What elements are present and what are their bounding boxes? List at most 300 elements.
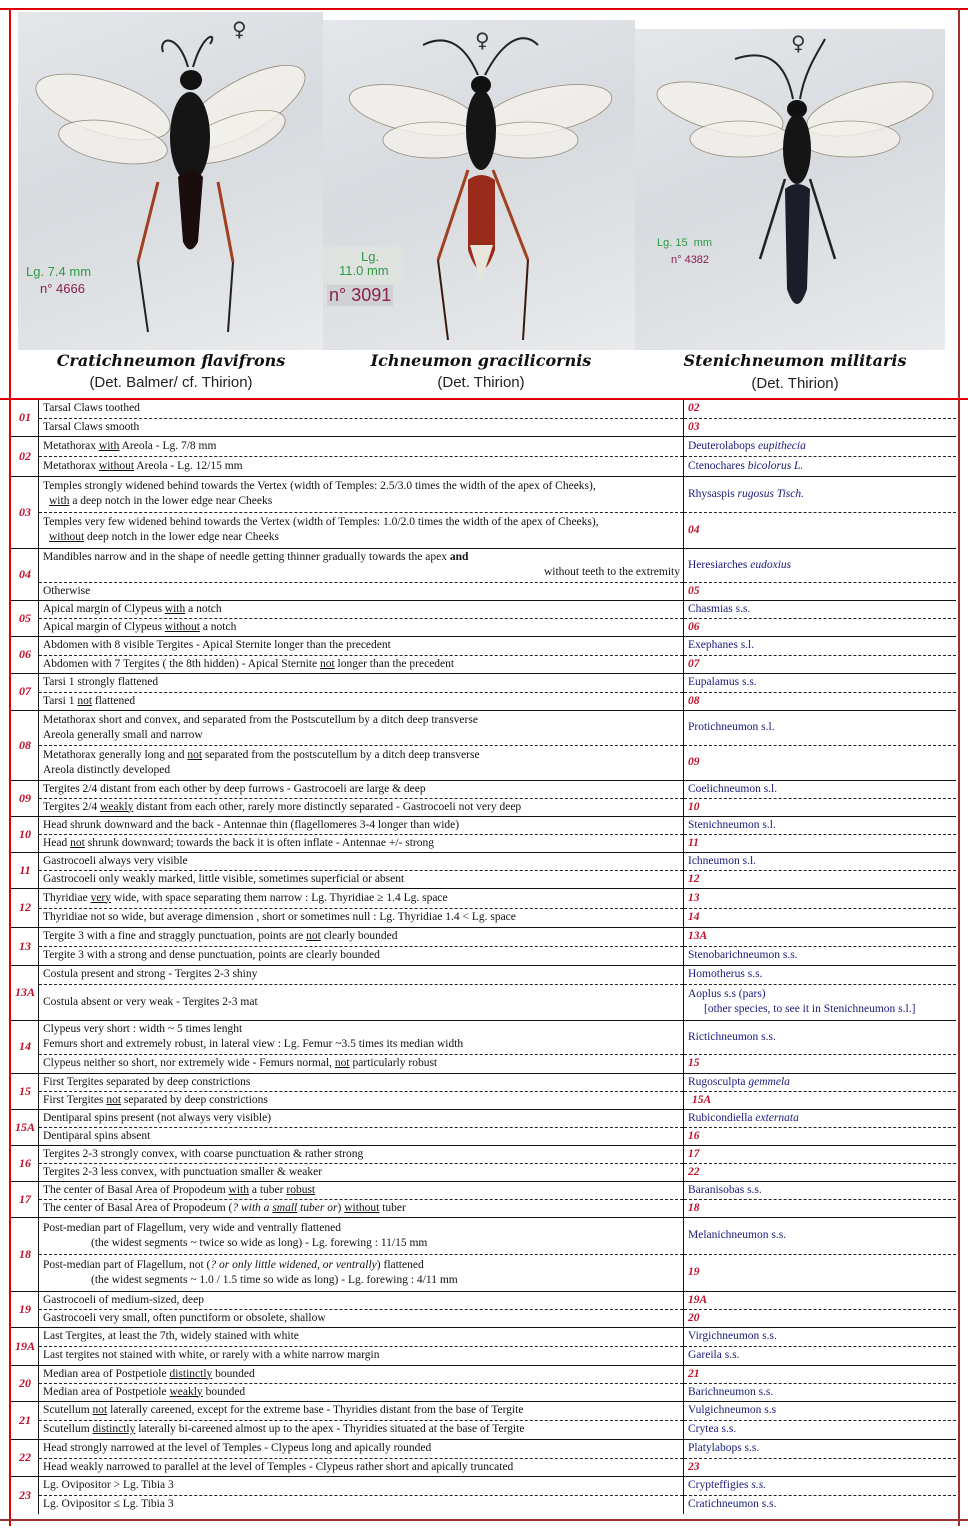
couplet-description	[39, 436, 684, 456]
description-text: Metathorax short and convex, and separated from the Postscutellum by a ditch deep transverse	[43, 713, 478, 726]
taxon-epithet: eupithecia	[757, 439, 806, 452]
couplet-description	[39, 655, 684, 673]
goto-couplet-link[interactable]	[684, 1291, 957, 1309]
result-taxon	[684, 1109, 957, 1127]
description-text: Tergites 2-3 strongly convex, with coarse punctuation & rather strong	[43, 1147, 364, 1160]
taxon-note: [other species, to see it in Stenichneumon s.l.]	[704, 1003, 916, 1015]
key-row	[11, 1109, 956, 1127]
goto-number: 07	[688, 657, 700, 670]
couplet-description	[39, 618, 684, 636]
key-row	[11, 400, 956, 418]
couplet-description	[39, 1383, 684, 1401]
taxon-name: Heresiarches	[688, 558, 748, 571]
taxon-name: Exephanes s.l.	[688, 639, 755, 651]
description-text: Clypeus very short : width ~ 5 times lenght	[43, 1023, 243, 1035]
description-text: Median area of Postpetiole	[43, 1367, 170, 1380]
goto-couplet-link[interactable]	[684, 1054, 957, 1073]
goto-number: 13	[688, 891, 700, 904]
description-text: laterally careened, except for the extreme base - Thyridies distant from the base of Tergite	[107, 1404, 524, 1416]
result-taxon	[684, 1346, 957, 1365]
description-text: Tergites 2-3 less convex, with punctuation smaller & weaker	[43, 1165, 323, 1178]
goto-couplet-link[interactable]	[684, 1091, 957, 1109]
description-emphasis: without	[98, 459, 135, 472]
couplet-description	[39, 1309, 684, 1327]
description-text: Temples very few widened behind towards the Vertex (width of Temples: 1.0/2.0 times the width of the apex of Cheeks),	[43, 516, 599, 528]
couplet-description	[39, 692, 684, 710]
goto-number: 06	[688, 620, 700, 633]
couplet-number: 19	[11, 1291, 39, 1327]
couplet-description	[39, 908, 684, 927]
result-taxon	[684, 1020, 957, 1054]
key-row	[11, 927, 956, 946]
key-row	[11, 1020, 956, 1054]
taxon-epithet: s.s.	[751, 1479, 767, 1491]
goto-couplet-link[interactable]	[684, 870, 957, 888]
goto-number: 02	[688, 402, 700, 415]
description-text: longer than the precedent	[334, 657, 455, 670]
result-taxon	[684, 1217, 957, 1254]
couplet-number: 22	[11, 1439, 39, 1476]
goto-number: 11	[688, 836, 699, 849]
taxon-name: Crytea s.s.	[688, 1423, 737, 1435]
description-emphasis: distinctly	[169, 1367, 213, 1380]
goto-couplet-link[interactable]	[684, 1127, 957, 1145]
goto-number: 03	[688, 420, 700, 433]
couplet-description	[39, 1254, 684, 1291]
couplet-number: 15	[11, 1073, 39, 1109]
couplet-number: 16	[11, 1145, 39, 1181]
specimen-length-label: Lg.	[361, 249, 380, 264]
key-row	[11, 1217, 956, 1254]
description-emphasis: weakly	[100, 800, 134, 813]
result-taxon	[684, 780, 957, 798]
key-row	[11, 418, 956, 436]
taxon-name: Chasmias s.s.	[688, 602, 751, 615]
couplet-description	[39, 1420, 684, 1439]
goto-number: 09	[688, 756, 700, 768]
couplet-description	[39, 1127, 684, 1145]
result-taxon	[684, 600, 957, 618]
couplet-description	[39, 710, 684, 745]
result-taxon	[684, 1073, 957, 1091]
key-row	[11, 600, 956, 618]
description-text: The center of Basal Area of Propodeum	[43, 1183, 229, 1196]
taxon-name: Aoplus s.s (pars)	[688, 988, 766, 1000]
couplet-description	[39, 1054, 684, 1073]
couplet-number: 02	[11, 436, 39, 476]
couplet-description	[39, 1439, 684, 1458]
couplet-description	[39, 1181, 684, 1199]
goto-number: 23	[688, 1460, 700, 1473]
determiner-1: (Det. Balmer/ cf. Thirion)	[89, 374, 253, 391]
couplet-description	[39, 1365, 684, 1383]
goto-couplet-link[interactable]	[684, 888, 957, 908]
key-row	[11, 1383, 956, 1401]
couplet-number: 13A	[11, 965, 39, 1020]
couplet-number: 08	[11, 710, 39, 780]
description-emphasis: with	[228, 1183, 249, 1196]
description-text: Tarsal Claws smooth	[43, 420, 140, 433]
description-emphasis: not	[187, 748, 203, 761]
couplet-description	[39, 946, 684, 965]
goto-couplet-link[interactable]	[684, 418, 957, 436]
couplet-description	[39, 1346, 684, 1365]
key-row	[11, 852, 956, 870]
goto-couplet-link[interactable]	[684, 1145, 957, 1163]
description-text: a tuber	[249, 1183, 287, 1196]
description-emphasis: not	[70, 836, 85, 849]
couplet-number: 17	[11, 1181, 39, 1217]
taxon-name: Stenobarichneumon s.s.	[688, 949, 798, 961]
result-taxon	[684, 1401, 957, 1420]
key-row	[11, 946, 956, 965]
goto-couplet-link[interactable]	[684, 745, 957, 780]
key-row	[11, 1476, 956, 1495]
specimen-length: Lg. 7.4 mm	[26, 264, 92, 279]
couplet-description	[39, 1073, 684, 1091]
description-text: The center of Basal Area of Propodeum (	[43, 1201, 233, 1214]
description-bold: and	[449, 551, 469, 563]
description-text: Costula present and strong - Tergites 2-3 shiny	[43, 968, 258, 980]
couplet-number: 21	[11, 1401, 39, 1439]
description-text: Last tergites not stained with white, or rarely with a white narrow margin	[43, 1349, 380, 1361]
description-text: laterally bi-careened almost up to the apex - Thyridies situated at the base of Tergite	[135, 1423, 525, 1435]
couplet-description	[39, 888, 684, 908]
result-taxon	[684, 1420, 957, 1439]
goto-couplet-link[interactable]	[684, 1458, 957, 1476]
goto-couplet-link[interactable]	[684, 582, 957, 600]
description-text: bounded	[202, 1385, 246, 1398]
key-row	[11, 834, 956, 852]
description-text: deep notch in the lower edge near Cheeks	[84, 531, 279, 543]
goto-number: 17	[688, 1147, 700, 1160]
description-text: First Tergites separated by deep constrictions	[43, 1075, 251, 1088]
description-emphasis: distinctly	[92, 1423, 136, 1435]
description-line-2	[43, 1037, 680, 1052]
couplet-description	[39, 600, 684, 618]
taxon-name: Stenichneumon s.l.	[688, 818, 776, 831]
description-text: Metathorax	[43, 459, 99, 472]
key-row	[11, 908, 956, 927]
taxon-name: Deuterolabops	[688, 439, 756, 452]
taxon-name: Rugosculpta	[688, 1075, 746, 1088]
taxon-name: Homotherus s.s.	[688, 968, 763, 980]
couplet-description	[39, 984, 684, 1020]
description-text: Otherwise	[43, 584, 91, 597]
couplet-description	[39, 636, 684, 655]
key-row	[11, 618, 956, 636]
key-row	[11, 655, 956, 673]
couplet-number: 11	[11, 852, 39, 888]
taxon-name: Barichneumon s.s.	[688, 1385, 774, 1398]
description-italic: ? or only little widened, or ventrally	[210, 1258, 377, 1271]
couplet-number: 03	[11, 476, 39, 548]
female-symbol: ♀	[232, 17, 247, 41]
description-text: Apical margin of Clypeus	[43, 602, 165, 615]
taxon-name: Rubicondiella	[688, 1111, 753, 1124]
description-text: Median area of Postpetiole	[43, 1385, 170, 1398]
goto-couplet-link[interactable]	[684, 692, 957, 710]
couplet-description	[39, 816, 684, 834]
specimen-length: 11.0 mm	[339, 263, 389, 278]
taxon-epithet: bicolorus L.	[747, 459, 804, 472]
result-taxon	[684, 1476, 957, 1495]
result-taxon	[684, 548, 957, 582]
couplet-description	[39, 418, 684, 436]
key-row	[11, 984, 956, 1020]
taxon-name: Cratichneumon s.s.	[688, 1498, 777, 1511]
key-row	[11, 816, 956, 834]
couplet-description	[39, 780, 684, 798]
description-text: wide, with space separating them narrow : Lg. Thyridiae ≥ 1.4 Lg. space	[111, 891, 448, 904]
goto-couplet-link[interactable]	[684, 1199, 957, 1217]
goto-couplet-link[interactable]	[684, 400, 957, 418]
goto-number: 15A	[692, 1093, 712, 1106]
goto-number: 15	[688, 1057, 700, 1069]
description-line-2	[43, 565, 680, 580]
taxon-name: Eupalamus s.s.	[688, 676, 757, 688]
goto-couplet-link[interactable]	[684, 655, 957, 673]
description-line-2	[43, 763, 680, 778]
description-text: Areola - Lg. 7/8 mm	[119, 439, 217, 452]
couplet-description	[39, 1458, 684, 1476]
key-row	[11, 548, 956, 582]
description-text: Gastrocoeli always very visible	[43, 854, 188, 867]
description-text: Head shrunk downward and the back - Antennae thin (flagellomeres 3-4 longer than wide)	[43, 818, 460, 831]
couplet-description	[39, 476, 684, 512]
taxon-name: Virgichneumon s.s.	[688, 1330, 777, 1342]
couplet-number: 23	[11, 1476, 39, 1514]
goto-number: 19	[688, 1266, 700, 1278]
couplet-description	[39, 927, 684, 946]
goto-couplet-link[interactable]	[684, 927, 957, 946]
goto-couplet-link[interactable]	[684, 1365, 957, 1383]
goto-number: 19A	[688, 1293, 708, 1306]
specimen-photos	[16, 12, 952, 398]
goto-number: 12	[688, 872, 700, 885]
description-emphasis: not	[334, 1057, 350, 1069]
couplet-number: 05	[11, 600, 39, 636]
taxon-name: Ctenochares	[688, 459, 745, 472]
couplet-description	[39, 1327, 684, 1346]
key-row	[11, 745, 956, 780]
description-text: tuber	[379, 1201, 406, 1214]
goto-couplet-link[interactable]	[684, 834, 957, 852]
key-row	[11, 1073, 956, 1091]
description-text: Tarsal Claws toothed	[43, 402, 140, 415]
description-emphasis: not	[106, 1093, 122, 1106]
specimen-catalog-number: n° 4382	[671, 254, 710, 266]
couplet-description	[39, 1495, 684, 1514]
key-row	[11, 1054, 956, 1073]
couplet-description	[39, 1109, 684, 1127]
description-text: Thyridiae	[43, 891, 91, 904]
couplet-description	[39, 1401, 684, 1420]
bottom-border	[0, 1519, 968, 1521]
taxon-epithet: eudoxius	[750, 558, 792, 571]
goto-number: 08	[688, 694, 700, 707]
goto-number: 05	[688, 584, 700, 597]
description-text: flattened	[92, 694, 136, 707]
taxon-name: Protichneumon s.l.	[688, 721, 775, 733]
goto-couplet-link[interactable]	[684, 1163, 957, 1181]
determiner-3: (Det. Thirion)	[751, 375, 839, 392]
key-row	[11, 1309, 956, 1327]
couplet-description	[39, 1199, 684, 1217]
description-text: Dentiparal spins absent	[43, 1129, 151, 1142]
couplet-description	[39, 1145, 684, 1163]
determiner-2: (Det. Thirion)	[437, 374, 525, 391]
couplet-number: 10	[11, 816, 39, 852]
description-text: Tergite 3 with a fine and straggly punctuation, points are	[43, 930, 307, 942]
key-row	[11, 1439, 956, 1458]
female-symbol: ♀	[791, 31, 806, 55]
description-text: Mandibles narrow and in the shape of needle getting thinner gradually towards the apex	[43, 551, 447, 563]
goto-couplet-link[interactable]	[684, 618, 957, 636]
key-row	[11, 1401, 956, 1420]
description-line-2	[43, 530, 680, 545]
key-row	[11, 798, 956, 816]
description-text: Head weakly narrowed to parallel at the level of Temples - Clypeus rather short and apically truncated	[43, 1460, 514, 1473]
description-text: )	[337, 1201, 345, 1214]
goto-number: 22	[688, 1165, 700, 1178]
taxon-name: Baranisobas s.s.	[688, 1183, 762, 1196]
couplet-description	[39, 582, 684, 600]
description-text: clearly bounded	[320, 930, 398, 942]
goto-couplet-link[interactable]	[684, 1254, 957, 1291]
taxon-name: Coelichneumon s.l.	[688, 782, 778, 795]
specimen-catalog-number: n° 3091	[329, 285, 392, 305]
description-text: Dentiparal spins present (not always very visible)	[43, 1111, 272, 1124]
species-name-1: Cratichneumon flavifrons	[56, 351, 286, 370]
specimen-photo-1	[18, 12, 323, 350]
couplet-number: 19A	[11, 1327, 39, 1365]
description-text: without teeth to the extremity	[543, 566, 680, 578]
goto-couplet-link[interactable]	[684, 512, 957, 548]
goto-number: 16	[688, 1129, 700, 1142]
description-text: Lg. Ovipositor > Lg. Tibia 3	[43, 1479, 174, 1491]
couplet-description	[39, 870, 684, 888]
key-row	[11, 512, 956, 548]
result-taxon	[684, 436, 957, 456]
description-text: distant from each other, rarely more distinctly separated - Gastrocoeli not very deep	[133, 800, 522, 813]
specimen-photo-2	[323, 20, 635, 350]
description-emphasis: not	[319, 657, 335, 670]
goto-couplet-link[interactable]	[684, 908, 957, 927]
result-taxon	[684, 816, 957, 834]
key-row	[11, 1495, 956, 1514]
goto-number: 13A	[688, 930, 708, 942]
description-text: Apical margin of Clypeus	[43, 620, 165, 633]
description-text: Clypeus neither so short, nor extremely wide - Femurs normal,	[43, 1057, 335, 1069]
key-row	[11, 1365, 956, 1383]
description-emphasis: not	[306, 930, 321, 942]
taxon-name: Rictichneumon s.s.	[688, 1030, 776, 1043]
description-text: Metathorax generally long and	[43, 748, 188, 761]
description-text: Abdomen with 7 Tergites ( the 8th hidden) - Apical Sternite	[43, 657, 320, 670]
description-text: Lg. Ovipositor ≤ Lg. Tibia 3	[43, 1498, 174, 1511]
couplet-description	[39, 834, 684, 852]
description-text: Tergites 2/4	[43, 800, 101, 813]
description-text: Scutellum	[43, 1423, 93, 1435]
couplet-number: 15A	[11, 1109, 39, 1145]
description-text: Femurs short and extremely robust, in lateral view : Lg. Femur ~3.5 times its median width	[43, 1038, 464, 1050]
result-taxon	[684, 710, 957, 745]
taxon-epithet: rugosus Tisch.	[737, 487, 804, 500]
couplet-description	[39, 1291, 684, 1309]
couplet-description	[39, 1091, 684, 1109]
key-row	[11, 582, 956, 600]
couplet-number: 20	[11, 1365, 39, 1401]
goto-number: 21	[688, 1367, 700, 1380]
couplet-description	[39, 400, 684, 418]
description-text: Gastrocoeli very small, often punctiform or obsolete, shallow	[43, 1311, 326, 1324]
couplet-number: 18	[11, 1217, 39, 1291]
goto-number: 14	[688, 911, 700, 923]
result-taxon	[684, 1327, 957, 1346]
result-taxon	[684, 456, 957, 476]
description-emphasis: small	[272, 1201, 298, 1214]
species-name-2: Ichneumon gracilicornis	[370, 351, 592, 370]
species-name-3: Stenichneumon militaris	[683, 351, 907, 370]
description-text: Costula absent or very weak - Tergites 2-3 mat	[43, 995, 258, 1008]
couplet-description	[39, 548, 684, 582]
key-row	[11, 456, 956, 476]
key-row	[11, 780, 956, 798]
description-text: (the widest segments ~ 1.0 / 1.5 time so wide as long) - Lg. forewing : 4/11 mm	[91, 1273, 458, 1286]
key-row	[11, 1420, 956, 1439]
description-line-2	[43, 1236, 680, 1251]
description-emphasis: with	[164, 602, 186, 615]
description-text: bounded	[212, 1367, 255, 1380]
key-row	[11, 965, 956, 984]
description-text: Thyridiae not so wide, but average dimension , short or sometimes null : Lg. Thyridiae 1.4 < Lg. space	[43, 911, 516, 923]
couplet-description	[39, 673, 684, 692]
description-text: separated from the postscutellum by a ditch deep transverse	[202, 748, 480, 761]
couplet-number: 09	[11, 780, 39, 816]
description-text: (the widest segments ~ twice so wide as long) - Lg. forewing : 11/15 mm	[91, 1236, 428, 1249]
description-text: Tarsi 1 strongly flattened	[43, 676, 159, 688]
specimen-length: Lg. 15 mm	[657, 237, 713, 249]
description-text: Temples strongly widened behind towards the Vertex (width of Temples: 2.5/3.0 times the width of the apex of Cheeks),	[43, 480, 596, 492]
couplet-description	[39, 965, 684, 984]
goto-couplet-link[interactable]	[684, 1309, 957, 1327]
couplet-description	[39, 1476, 684, 1495]
key-row	[11, 476, 956, 512]
description-emphasis: with	[49, 495, 70, 507]
description-emphasis: robust	[286, 1183, 316, 1196]
key-row	[11, 1163, 956, 1181]
result-taxon	[684, 1495, 957, 1514]
couplet-description	[39, 745, 684, 780]
couplet-number: 12	[11, 888, 39, 927]
goto-number: 04	[688, 523, 700, 536]
key-row	[11, 888, 956, 908]
goto-couplet-link[interactable]	[684, 798, 957, 816]
description-text: First Tergites	[43, 1093, 107, 1106]
taxon-name: Platylabops s.s.	[688, 1442, 760, 1454]
key-row	[11, 1145, 956, 1163]
taxon-epithet: gemmela	[748, 1075, 790, 1088]
description-text: shrunk downward; towards the back it is often inflate - Antennae +/- strong	[84, 836, 435, 849]
description-text: Gastrocoeli of medium-sized, deep	[43, 1293, 204, 1306]
description-text: Post-median part of Flagellum, very wide and ventrally flattened	[43, 1221, 341, 1234]
couplet-description	[39, 798, 684, 816]
description-line-2	[43, 728, 680, 743]
identification-key-table	[11, 400, 956, 1514]
couplet-description	[39, 852, 684, 870]
description-text: Areola generally small and narrow	[43, 728, 203, 741]
